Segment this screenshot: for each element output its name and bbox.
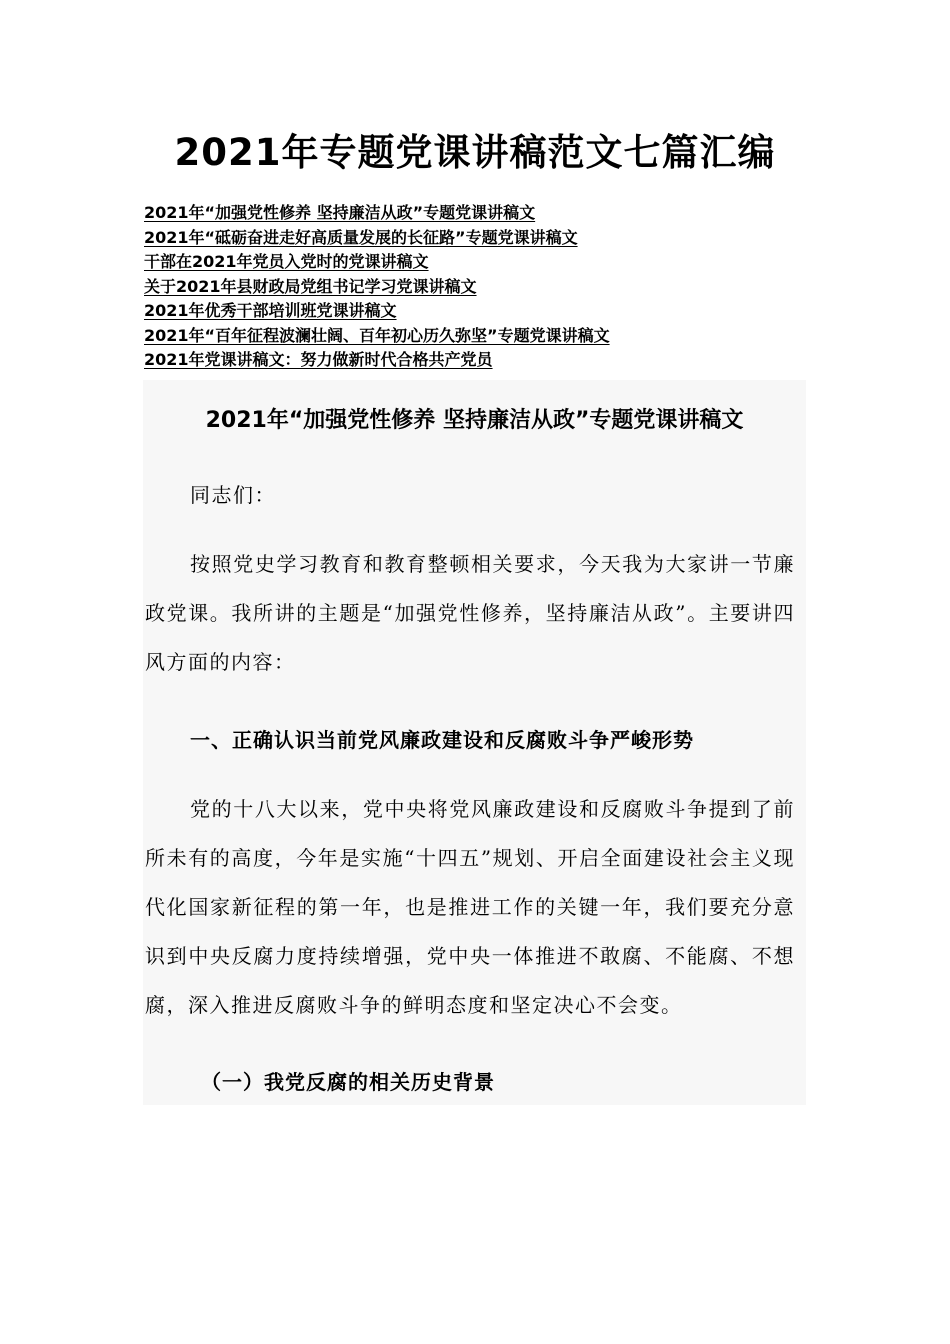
greeting-paragraph: 同志们： [190, 483, 276, 507]
body-paragraph: 党的十八大以来，党中央将党风廉政建设和反腐败斗争提到了前所未有的高度，今年是实施“十四五”规划、开启全面建设社会主义现代化国家新征程的第一年，也是推进工作的关键一年，我们要充分意识到中央反腐力度持续增强，党中央一体推进不敢腐、不能腐、不想腐，深入推进反腐败斗争的鲜明态度和坚定决心不会变。 [145, 797, 795, 1017]
section-heading: 一、正确认识当前党风廉政建设和反腐败斗争严峻形势 [190, 728, 694, 752]
article-section [143, 380, 806, 1105]
article-title: 2021年“加强党性修养 坚持廉洁从政”专题党课讲稿文 [205, 408, 744, 433]
subsection-heading: （一）我党反腐的相关历史背景 [201, 1070, 495, 1094]
toc-link[interactable]: 2021年优秀干部培训班党课讲稿文 [144, 301, 397, 320]
intro-paragraph: 按照党史学习教育和教育整顿相关要求，今天我为大家讲一节廉政党课。我所讲的主题是“加强党性修养，坚持廉洁从政”。主要讲四风方面的内容： [145, 552, 795, 674]
toc-link[interactable]: 2021年“加强党性修养 坚持廉洁从政”专题党课讲稿文 [144, 203, 536, 222]
document-title: 2021年专题党课讲稿范文七篇汇编 [174, 131, 776, 174]
table-of-contents [144, 201, 610, 373]
toc-link[interactable]: 关于2021年县财政局党组书记学习党课讲稿文 [144, 276, 477, 296]
toc-link[interactable]: 2021年党课讲稿文：努力做新时代合格共产党员 [144, 350, 493, 369]
toc-link[interactable]: 2021年“百年征程波澜壮阔、百年初心历久弥坚”专题党课讲稿文 [144, 325, 610, 345]
toc-item [144, 275, 610, 300]
toc-link[interactable]: 干部在2021年党员入党时的党课讲稿文 [144, 252, 429, 271]
toc-item [144, 201, 610, 226]
toc-item [144, 324, 610, 349]
toc-item [144, 299, 610, 324]
toc-item [144, 348, 610, 373]
toc-item [144, 226, 610, 251]
toc-item [144, 250, 610, 275]
toc-link[interactable]: 2021年“砥砺奋进走好高质量发展的长征路”专题党课讲稿文 [144, 227, 578, 247]
